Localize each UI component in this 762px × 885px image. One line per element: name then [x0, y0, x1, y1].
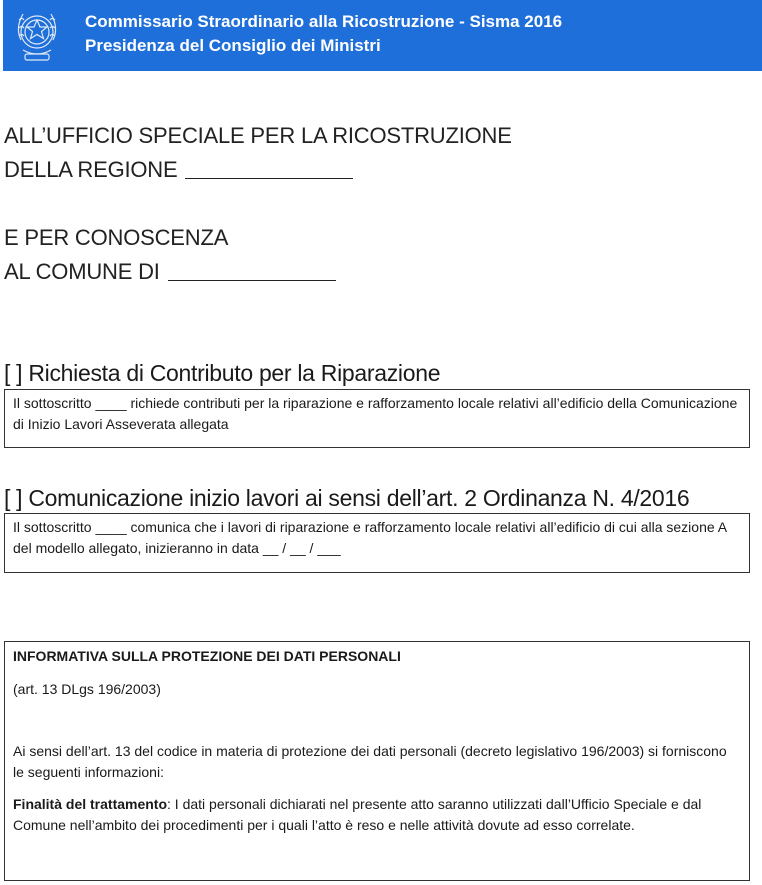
section-inizio-lavori-box: Il sottoscritto ____ comunica che i lavori di riparazione e rafforzamento locale relativi all’edificio di cui alla sezione A del modello allegato, inizieranno in data __ / __ / ___	[4, 513, 750, 573]
header-line-1: Commissario Straordinario alla Ricostruzione - Sisma 2016	[85, 12, 563, 31]
recipient-line-1: ALL’UFFICIO SPECIALE PER LA RICOSTRUZIONE	[4, 123, 512, 148]
recipient-address	[4, 119, 512, 187]
privacy-title: INFORMATIVA SULLA PROTEZIONE DEI DATI PERSONALI	[13, 648, 401, 664]
region-blank-field[interactable]	[185, 177, 353, 179]
recipient-line-2	[4, 153, 512, 187]
privacy-purpose-text: : I dati personali dichiarati nel presente atto saranno utilizzati dall’Ufficio Speciale e dal Comune nell’ambito dei procedimenti per i quali l’atto è reso e nelle attività dovute ad esso correlate.	[13, 796, 702, 833]
italian-republic-emblem-icon	[13, 6, 61, 64]
section-contributo-title: [ ] Richiesta di Contributo per la Riparazione	[4, 360, 441, 386]
comune-blank-field[interactable]	[168, 279, 336, 281]
page-header	[3, 0, 762, 71]
privacy-notice-box	[4, 641, 750, 881]
header-title	[85, 10, 562, 58]
section-contributo-box: Il sottoscritto ____ richiede contributi per la riparazione e rafforzamento locale relativi all’edificio della Comunicazione di Inizio Lavori Asseverata allegata	[4, 389, 750, 448]
privacy-intro: Ai sensi dell’art. 13 del codice in materia di protezione dei dati personali (decreto legislativo 196/2003) si forniscono le seguenti informazioni:	[13, 743, 727, 780]
privacy-law-reference: (art. 13 DLgs 196/2003)	[13, 681, 161, 697]
recipient-region-label: DELLA REGIONE	[4, 157, 178, 182]
cc-address	[4, 221, 336, 289]
cc-comune-label: AL COMUNE DI	[4, 259, 160, 284]
privacy-purpose	[13, 794, 741, 836]
cc-line-1: E PER CONOSCENZA	[4, 225, 229, 250]
section-inizio-lavori-title: [ ] Comunicazione inizio lavori ai sensi dell’art. 2 Ordinanza N. 4/2016	[4, 485, 690, 511]
header-line-2: Presidenza del Consiglio dei Ministri	[85, 36, 381, 55]
cc-line-2	[4, 255, 336, 289]
privacy-purpose-label: Finalità del trattamento	[13, 796, 168, 812]
